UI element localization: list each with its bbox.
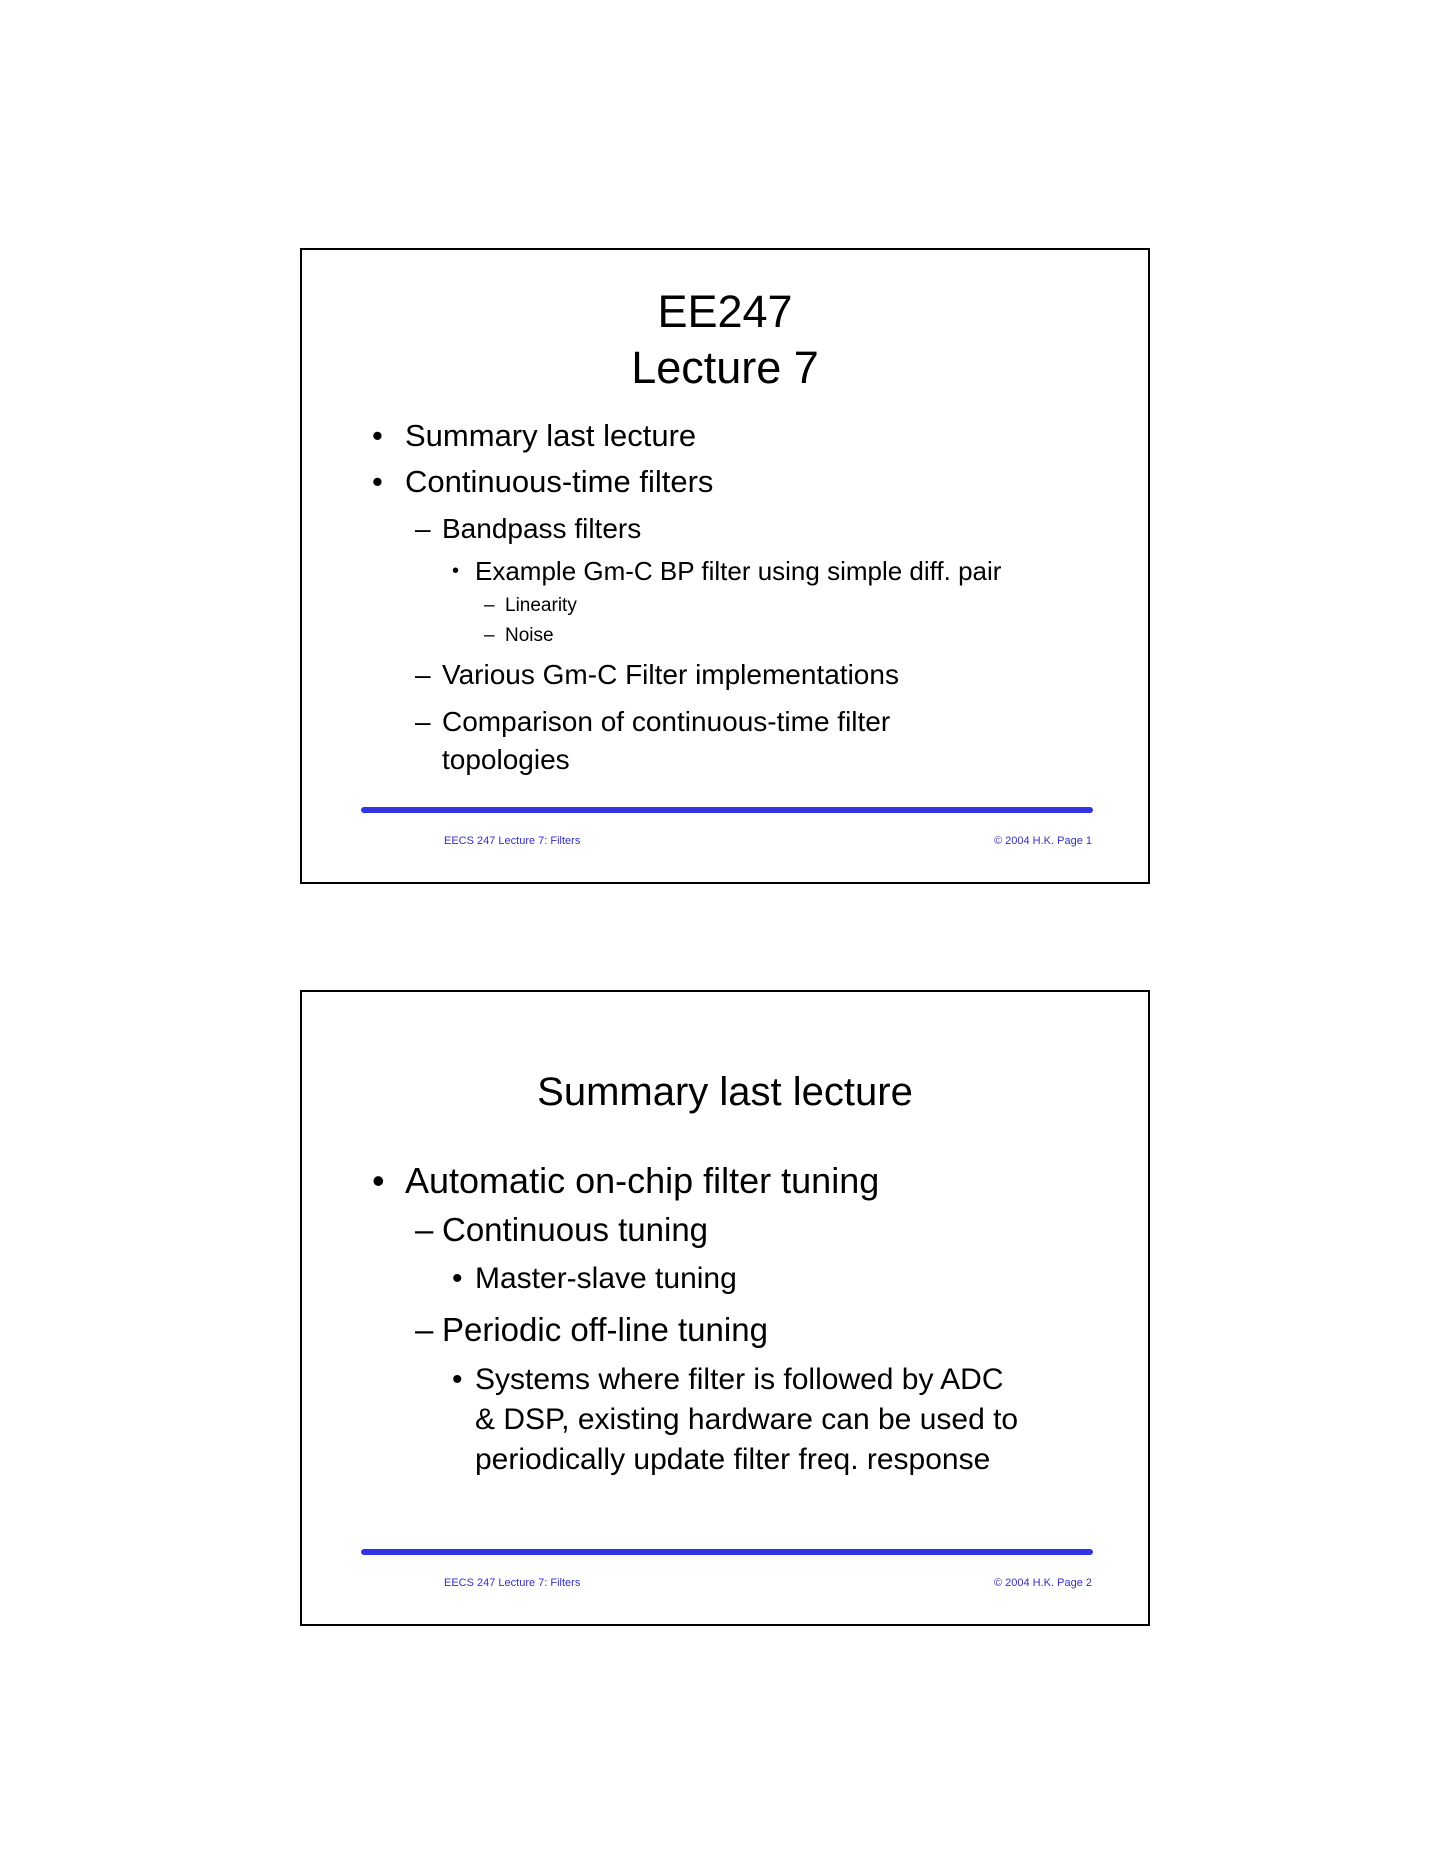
bullet-dash: – [415, 513, 431, 544]
bullet-dot: • [372, 1160, 385, 1201]
footer-page-label: © 2004 H.K. Page 2 [993, 1577, 1092, 1589]
sub-sub-bullet-text-line-2: & DSP, existing hardware can be used to [475, 1403, 1019, 1436]
slide-2-title-text: Summary last lecture [537, 1070, 913, 1114]
bullet-dot: • [372, 464, 383, 499]
bullet-text: Summary last lecture [405, 418, 697, 453]
sub-bullet-text: Continuous tuning [442, 1211, 709, 1248]
sub-sub-bullet-text: Example Gm-C BP filter using simple diff. pair [475, 556, 1002, 586]
sub-bullet-text: Bandpass filters [442, 513, 642, 544]
bullet-dash: – [415, 1211, 434, 1248]
footer-course-label: EECS 247 Lecture 7: Filters [444, 1577, 581, 1589]
bullet-dot: • [452, 1363, 463, 1396]
bullet-dot: • [452, 560, 460, 582]
bullet-text: Automatic on-chip filter tuning [405, 1160, 880, 1201]
bullet-dash: – [415, 706, 431, 737]
bullet-dash: – [484, 595, 495, 616]
bullet-dot: • [372, 418, 383, 453]
bullet-dash: – [415, 659, 431, 690]
bullet-text: Continuous-time filters [405, 464, 714, 499]
sub-bullet-text-line-1: Comparison of continuous-time filter [442, 706, 891, 737]
level-4-text: Noise [505, 625, 554, 646]
bullet-dash: – [484, 625, 495, 646]
footer-page-label: © 2004 H.K. Page 1 [993, 835, 1092, 847]
slide-1 [300, 248, 1150, 884]
footer-divider [361, 807, 1093, 813]
footer-divider [361, 1549, 1093, 1555]
slide-1-title-line-2: Lecture 7 [631, 342, 819, 393]
sub-sub-bullet-text: Master-slave tuning [475, 1262, 737, 1295]
level-4-text: Linearity [505, 595, 577, 616]
slide-2 [300, 990, 1150, 1626]
slide-1-title [302, 284, 1148, 396]
sub-sub-bullet-text-line-3: periodically update filter freq. response [475, 1443, 991, 1476]
slide-1-title-line-1: EE247 [657, 286, 793, 337]
sub-bullet-text-line-2: topologies [442, 744, 570, 775]
bullet-dot: • [452, 1262, 463, 1295]
sub-bullet-text: Periodic off-line tuning [442, 1311, 768, 1348]
footer-course-label: EECS 247 Lecture 7: Filters [444, 835, 581, 847]
sub-sub-bullet-text-line-1: Systems where filter is followed by ADC [475, 1363, 1004, 1396]
sub-bullet-text: Various Gm-C Filter implementations [442, 659, 899, 690]
bullet-dash: – [415, 1311, 434, 1348]
slide-2-title [302, 1067, 1148, 1117]
